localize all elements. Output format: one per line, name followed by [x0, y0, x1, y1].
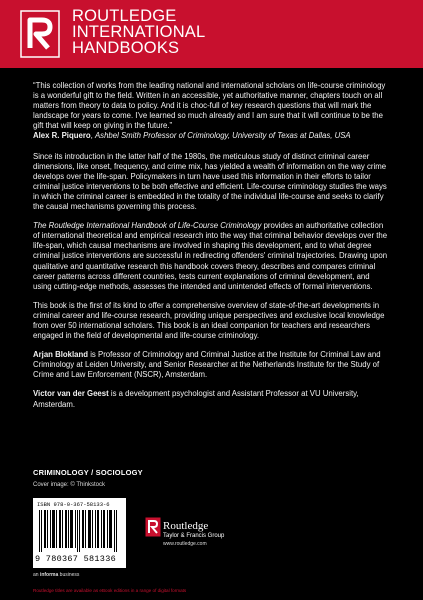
description-paragraph-2	[33, 221, 390, 292]
description-paragraph-3: This book is the first of its kind to offer a comprehensive overview of state-of-the-art developments in criminal career and life-course research, providing unique perspectives and exclusive local knowledge from over 50 international scholars. This book is an ideal companion for teachers and researchers engaged in the field of developmental and life-course criminology.	[33, 300, 385, 341]
quote-text: “This collection of works from the leading national and international scholars on life-course criminology is a wonderful gift to the field. Written in an accessible, yet authoritative manner, chapters touch on all matters from theory to data to policy. And it is choc-full of key research questions that will mark the landscape for years to come. I've learned so much already and I am sure that it will continue to be the gift that will keep on giving in the future.”	[33, 81, 386, 131]
routledge-logo-icon	[18, 8, 62, 60]
barcode-bars-icon	[37, 510, 122, 552]
series-banner	[0, 0, 423, 68]
isbn-label: ISBN 978-0-367-58133-6	[37, 501, 110, 508]
cover-image-credit: Cover image: © Thinkstock	[33, 482, 106, 488]
description-paragraph-2-rest: provides an authoritative collection of international theoretical and empirical research into the way that criminal behavior develops over the life-span, which causal mechanisms are involved in shaping this development, and to what degree criminal justice interventions are successful in redirecting offenders' criminal trajectories. Drawing upon qualitative and quantitative research this handbook covers theory, describes and compares criminal career patterns across different countries, tests current explanations of criminal development, and using cutting-edge methods, assesses the intended and unintended effects of formal interventions.	[33, 221, 388, 291]
series-line-3: HANDBOOKS	[72, 39, 180, 57]
series-title	[72, 8, 205, 56]
editor-1-name: Arjan Blokland	[33, 350, 89, 360]
description-paragraph-1: Since its introduction in the latter half of the 1980s, the meticulous study of distinct criminal career dimensions, like onset, frequency, and crime mix, has yielded a wealth of information on the way crime develops over the life-span. Policymakers in turn have used this information in their efforts to tailor criminal justice interventions to be both effective and efficient. Life-course criminology studies the ways in which the criminal career is embedded in the totality of the individual life-course and seeks to clarify the causal mechanisms governing this process.	[33, 151, 387, 212]
editor-bio-2	[33, 389, 390, 409]
editor-2-name: Victor van der Geest	[33, 389, 109, 399]
publisher-logo-icon	[145, 517, 161, 537]
editor-1-bio: is Professor of Criminology and Criminal Justice at the Institute for Criminal Law and Criminology at Leiden University, and Senior Researcher at the Netherlands Institute for the Study of Crime and Law Enforcement (NSCR), Amsterdam.	[33, 350, 381, 380]
quote-attribution: Alex R. Piquero, Ashbel Smith Professor of Criminology, University of Texas at Dallas, USA	[33, 131, 351, 141]
endorsement-quote	[33, 81, 390, 142]
series-line-1: ROUTLEDGE	[72, 7, 177, 25]
informa-prefix: an	[33, 572, 40, 578]
quote-author: Alex R. Piquero	[33, 131, 91, 141]
informa-business	[33, 572, 79, 578]
publisher-name: Routledge	[163, 520, 209, 532]
series-line-2: INTERNATIONAL	[72, 23, 206, 41]
publisher-group: Taylor & Francis Group	[163, 533, 225, 539]
informa-suffix: business	[58, 572, 80, 578]
back-cover-text	[33, 81, 390, 419]
book-title-italic: The Routledge International Handbook of Life-Course Criminology	[33, 221, 262, 231]
editor-2-bio: is a development psychologist and Assistant Professor at VU University, Amsterdam.	[33, 389, 359, 409]
ebook-note: Routledge titles are available as eBook editions in a range of digital formats	[33, 588, 187, 593]
informa-brand: informa	[39, 572, 59, 578]
barcode	[33, 498, 126, 568]
subject-category: CRIMINOLOGY / SOCIOLOGY	[33, 468, 143, 477]
isbn-number: 9 780367 581336	[35, 554, 117, 564]
quote-affiliation: Ashbel Smith Professor of Criminology, University of Texas at Dallas, USA	[94, 131, 351, 141]
publisher-url: www.routledge.com	[163, 541, 207, 547]
editor-bio-1	[33, 350, 390, 380]
